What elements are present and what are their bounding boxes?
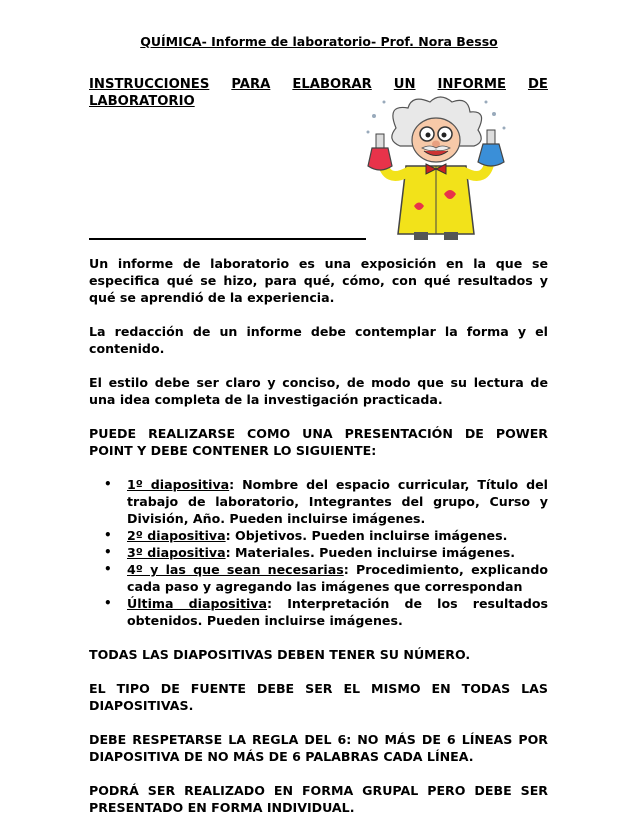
title-word: ELABORAR — [292, 77, 372, 92]
scientist-illustration — [356, 94, 516, 244]
list-item — [89, 476, 548, 527]
red-flask-icon — [368, 134, 392, 170]
slide-label: 4º y las que sean necesarias — [127, 562, 344, 577]
list-item — [89, 527, 548, 544]
list-item — [89, 544, 548, 561]
title-word: DE — [527, 77, 548, 92]
rule-of-six: DEBE RESPETARSE LA REGLA DEL 6: NO MÁS DE 6 LÍNEAS POR DIAPOSITIVA DE NO MÁS DE 6 PALABRAS CADA LÍNEA. — [89, 732, 548, 764]
slide-description: : Procedimiento, explicando cada paso y agregando las imágenes que correspondan — [127, 562, 548, 594]
presentation-paragraph: PUEDE REALIZARSE COMO UNA PRESENTACIÓN DE POWER POINT Y DEBE CONTENER LO SIGUIENTE: — [89, 426, 548, 458]
individual-submission-rule: PODRÁ SER REALIZADO EN FORMA GRUPAL PERO DEBE SER PRESENTADO EN FORMA INDIVIDUAL. — [89, 783, 548, 815]
slide-description: : Materiales. Pueden incluirse imágenes. — [225, 545, 516, 560]
font-rule: EL TIPO DE FUENTE DEBE SER EL MISMO EN TODAS LAS DIAPOSITIVAS. — [89, 681, 548, 713]
slides-list — [89, 476, 548, 629]
title-word: INSTRUCCIONES — [89, 77, 210, 92]
numbering-rule: TODAS LAS DIAPOSITIVAS DEBEN TENER SU NÚMERO. — [89, 647, 471, 662]
bullet-icon: • — [104, 562, 112, 576]
slide-description: : Nombre del espacio curricular, Título del trabajo de laboratorio, Integrantes del grupo, Curso y División, Año. Pueden incluirse imágenes. — [127, 477, 548, 526]
page-header: QUÍMICA- Informe de laboratorio- Prof. Nora Besso — [140, 34, 498, 49]
blue-flask-icon — [478, 130, 504, 166]
title-word: UN — [393, 77, 416, 92]
slide-label: 1º diapositiva — [127, 477, 230, 492]
slide-label: Última diapositiva — [127, 596, 268, 611]
slide-label: 3º diapositiva — [127, 545, 226, 560]
slide-label: 2º diapositiva — [127, 528, 226, 543]
slide-description: : Objetivos. Pueden incluirse imágenes. — [225, 528, 508, 543]
title-line-2: LABORATORIO — [89, 94, 195, 109]
document-body — [89, 255, 548, 833]
bullet-icon: • — [104, 545, 112, 559]
list-item — [89, 595, 548, 629]
bullet-icon: • — [104, 596, 112, 610]
title-word: PARA — [231, 77, 271, 92]
title-line-1 — [89, 76, 548, 93]
list-item — [89, 561, 548, 595]
form-content-paragraph: La redacción de un informe debe contemplar la forma y el contenido. — [89, 324, 548, 356]
style-paragraph: El estilo debe ser claro y conciso, de modo que su lectura de una idea completa de la investigación practicada. — [89, 375, 548, 407]
bullet-icon: • — [104, 528, 112, 542]
title-word: INFORME — [437, 77, 506, 92]
slide-description: : Interpretación de los resultados obtenidos. Pueden incluirse imágenes. — [127, 596, 548, 628]
horizontal-rule — [89, 238, 366, 240]
bullet-icon: • — [104, 477, 112, 491]
intro-paragraph: Un informe de laboratorio es una exposición en la que se especifica qué se hizo, para qué, cómo, con qué resultados y qué se aprendió de la experiencia. — [89, 256, 548, 305]
